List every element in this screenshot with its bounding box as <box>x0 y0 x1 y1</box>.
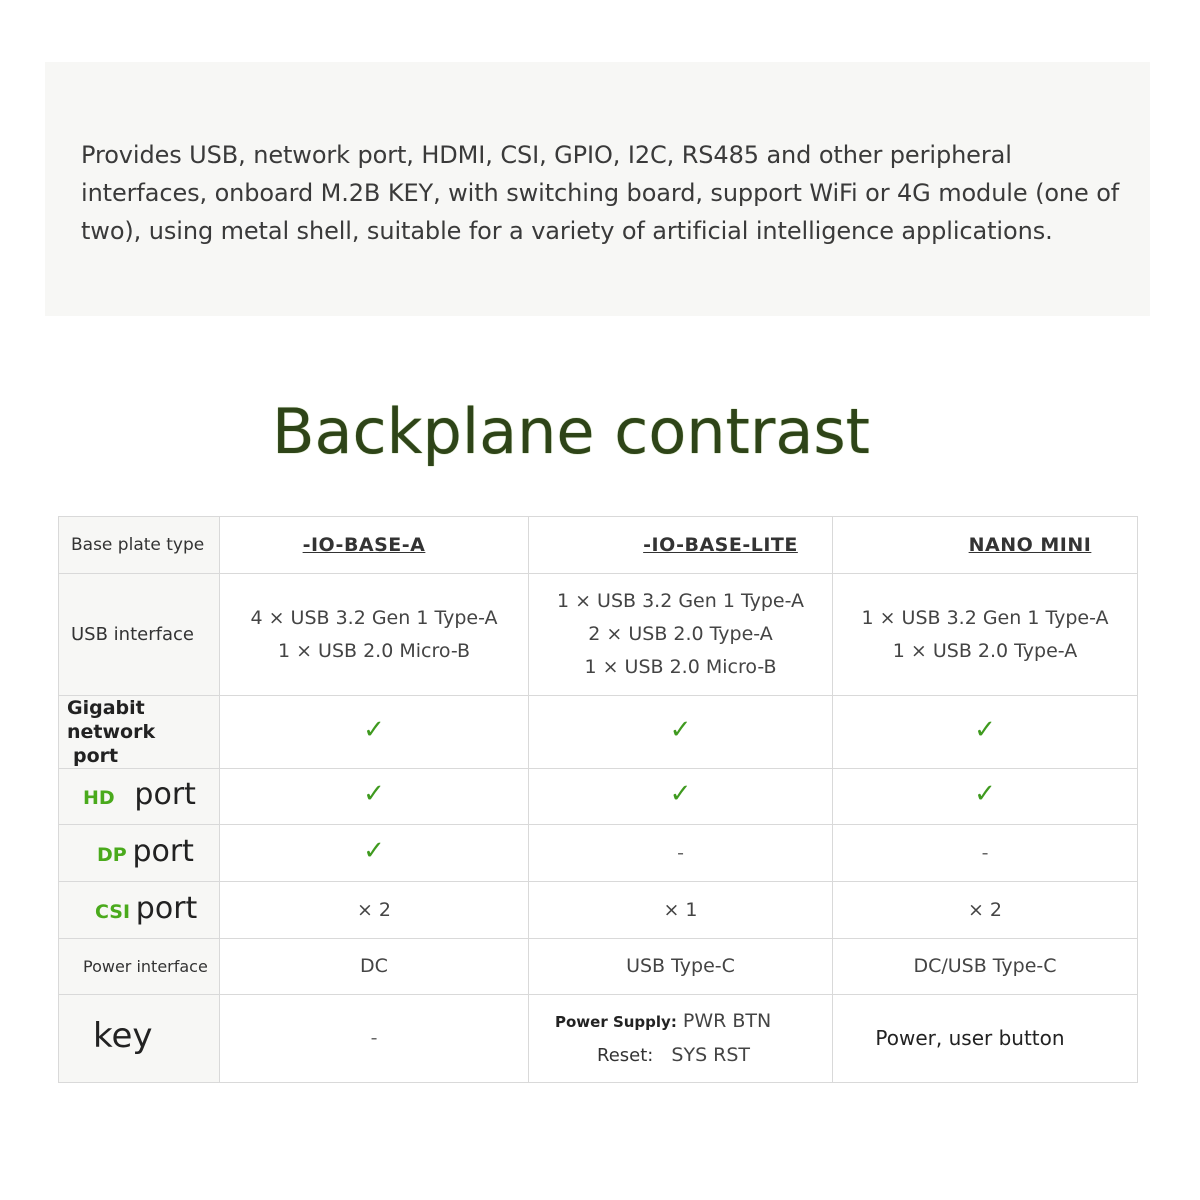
cell-value: × 2 <box>356 898 392 921</box>
check-icon: ✓ <box>669 779 692 809</box>
table-row-dp <box>59 825 1138 882</box>
cell-power-io-base-a <box>220 939 529 995</box>
cell-csi-io-base-lite <box>529 882 833 939</box>
cell-line: 4 × USB 3.2 Gen 1 Type-A <box>250 606 498 629</box>
key-reset-value: SYS RST <box>671 1044 751 1066</box>
key-reset-line <box>529 1039 832 1072</box>
check-icon: ✓ <box>363 779 385 809</box>
cell-value: USB Type-C <box>626 955 735 977</box>
cell-power-io-base-lite <box>529 939 833 995</box>
cell-hd-nano-mini <box>833 769 1138 825</box>
row-label-key <box>59 995 220 1083</box>
cell-dp-io-base-lite <box>529 825 833 882</box>
table-row-power <box>59 939 1138 995</box>
cell-gigabit-nano-mini <box>833 696 1138 769</box>
cell-dp-nano-mini <box>833 825 1138 882</box>
column-header-io-base-lite <box>529 517 833 574</box>
cell-hd-io-base-a <box>220 769 529 825</box>
key-reset-label: Reset: <box>597 1045 654 1066</box>
check-icon: ✓ <box>363 714 385 745</box>
table-row-key <box>59 995 1138 1083</box>
cell-value: × 2 <box>967 898 1003 921</box>
row-label-wrap <box>59 890 198 926</box>
row-label-highlight: DP <box>97 843 127 866</box>
cell-key-io-base-a <box>220 995 529 1083</box>
cell-power-nano-mini <box>833 939 1138 995</box>
row-label-power <box>59 939 220 995</box>
row-label-hd <box>59 769 220 825</box>
page-title: Backplane contrast <box>272 395 870 468</box>
cell-key-nano-mini <box>833 995 1138 1083</box>
check-icon: ✓ <box>669 714 692 745</box>
row-label-highlight: CSI <box>95 900 131 923</box>
row-label-text: port <box>132 833 194 869</box>
cell-value: Power, user button <box>875 1025 1065 1050</box>
cell-key-io-base-lite <box>529 995 833 1083</box>
row-label-wrap <box>59 833 194 869</box>
cell-dp-io-base-a <box>220 825 529 882</box>
column-header-text: -IO-BASE-LITE <box>643 533 798 556</box>
key-supply-value: PWR BTN <box>682 1010 772 1032</box>
cell-gigabit-io-base-lite <box>529 696 833 769</box>
column-header-io-base-a <box>220 517 529 574</box>
cell-value: - <box>981 841 989 864</box>
comparison-table <box>58 516 1138 1083</box>
cell-value: - <box>677 841 684 864</box>
row-label-text: Power interface <box>83 957 208 976</box>
cell-usb-io-base-lite <box>529 574 833 696</box>
column-header-nano-mini <box>833 517 1138 574</box>
row-label-base-plate <box>59 517 220 574</box>
row-label-text: key <box>93 1015 153 1056</box>
cell-gigabit-io-base-a <box>220 696 529 769</box>
cell-value: DC/USB Type-C <box>913 955 1057 977</box>
cell-csi-nano-mini <box>833 882 1138 939</box>
intro-text: Provides USB, network port, HDMI, CSI, GPIO, I2C, RS485 and other peripheral interfaces, onboard M.2B KEY, with switching board, support WiFi or 4G module (one of two), using metal shell, suitable for a variety of artificial intelligence applications. <box>81 141 1120 245</box>
row-label-gigabit <box>59 696 220 769</box>
cell-value: - <box>370 1027 378 1049</box>
cell-value: DC <box>360 955 388 977</box>
row-label-text: Base plate type <box>71 535 205 555</box>
row-label-wrap <box>59 777 196 812</box>
cell-line: 1 × USB 2.0 Micro-B <box>277 639 471 662</box>
check-icon: ✓ <box>363 835 385 866</box>
column-header-text: -IO-BASE-A <box>302 533 426 556</box>
row-label-csi <box>59 882 220 939</box>
row-label-usb <box>59 574 220 696</box>
check-icon: ✓ <box>974 714 996 745</box>
column-header-text: NANO MINI <box>968 533 1092 556</box>
row-label-text: port <box>134 777 196 812</box>
table-row-usb <box>59 574 1138 696</box>
key-supply-label: Power Supply: <box>555 1013 677 1031</box>
cell-value: × 1 <box>663 898 698 921</box>
key-supply-line <box>529 1005 832 1039</box>
row-label-highlight: HD <box>83 787 115 809</box>
cell-hd-io-base-lite <box>529 769 833 825</box>
row-label-dp <box>59 825 220 882</box>
row-label-text: Gigabit network <box>67 697 156 743</box>
table-row-hd <box>59 769 1138 825</box>
check-icon: ✓ <box>974 779 996 809</box>
row-label-text: port <box>135 890 198 926</box>
intro-box <box>45 62 1150 316</box>
cell-csi-io-base-a <box>220 882 529 939</box>
cell-line: 1 × USB 3.2 Gen 1 Type-A <box>861 606 1109 629</box>
cell-line: 2 × USB 2.0 Type-A <box>588 623 773 645</box>
cell-line: 1 × USB 2.0 Micro-B <box>584 656 777 678</box>
cell-usb-nano-mini <box>833 574 1138 696</box>
row-label-text: port <box>73 745 119 767</box>
row-label-text: USB interface <box>71 624 194 645</box>
table-row-header <box>59 517 1138 574</box>
cell-line: 1 × USB 3.2 Gen 1 Type-A <box>556 590 805 612</box>
table-row-gigabit <box>59 696 1138 769</box>
table-row-csi <box>59 882 1138 939</box>
cell-line: 1 × USB 2.0 Type-A <box>892 639 1078 662</box>
cell-usb-io-base-a <box>220 574 529 696</box>
